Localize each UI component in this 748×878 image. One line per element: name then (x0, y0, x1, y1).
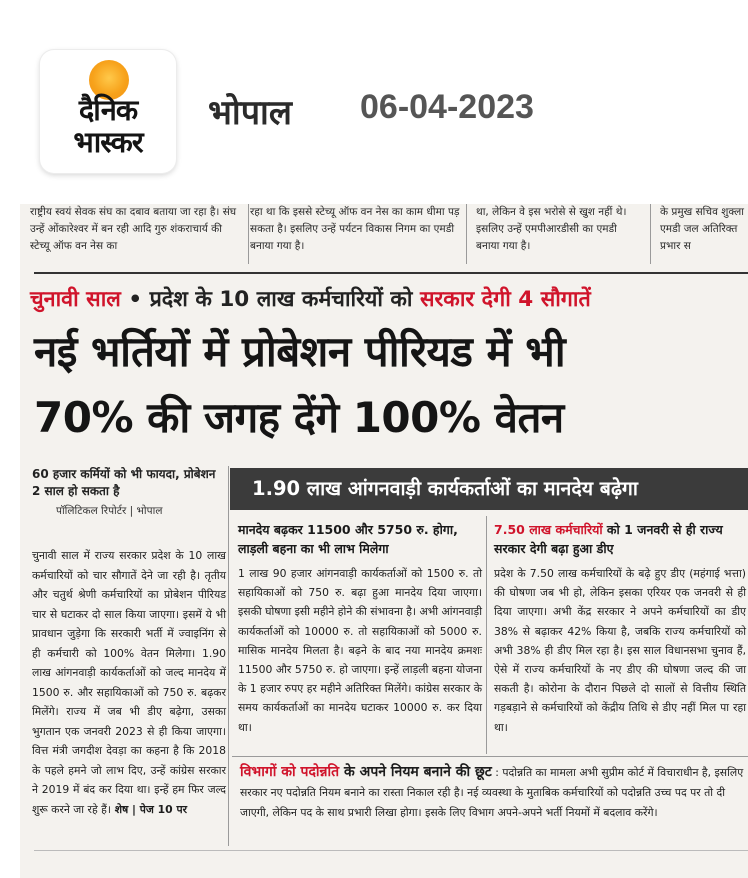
app-header (0, 0, 748, 190)
edition-city: भोपाल (208, 93, 292, 133)
column-divider (650, 204, 651, 264)
kicker-text: प्रदेश के 10 लाख कर्मचारियों को (149, 287, 420, 312)
continued-on-page: शेष | पेज 10 पर (110, 802, 187, 816)
anganwadi-story-body: 1 लाख 90 हजार आंगनवाड़ी कार्यकर्ताओं को 1500 रु. तो सहायिकाओं को 750 रु. बढ़ा हुआ मानदेय दिया जाएगा। इसकी घोषणा इसी महीने होने की संभावना है। अभी आंगनवाड़ी कार्यकर्ताओं को 10000 रु. तो सहायिकाओं को 5000 रु. मासिक मानदेय मिलता है। बढ़ने के बाद नया मानदेय क्रमशः 11500 और 5750 रु. हो जाएगा। इन्हें लाड़ली बहना योजना के 1 हजार रुपए हर महीने अतिरिक्त मिलेंगे। कांग्रेस सरकार के समय कार्यकर्ताओं का मानदेय घटाकर 10000 रु. कर दिया था। (238, 567, 482, 734)
kicker-red-label: चुनावी साल (30, 287, 121, 312)
previous-story-col-2: रहा था कि इससे स्टेच्यू ऑफ वन नेस का काम धीमा पड़ सकता है। इसलिए उन्हें पर्यटन विकास निगम का एमडी बनाया गया है। (250, 206, 460, 252)
subheadline: 60 हजार कर्मियों को भी फायदा, प्रोबेशन 2 साल हो सकता है (32, 467, 216, 498)
main-story-body (32, 546, 226, 819)
promotion-title-red: विभागों को पदोन्नति (240, 764, 340, 780)
headline-line-1: नई भर्तियों में प्रोबेशन पीरियड में भी (34, 327, 566, 376)
column-divider (466, 204, 467, 264)
column-divider (248, 204, 249, 264)
promotion-story-title (240, 764, 492, 780)
logo-text-line2: भास्कर (73, 125, 143, 159)
kicker-red-text: सरकार देगी 4 सौगातें (419, 287, 591, 312)
promotion-story (240, 762, 746, 823)
da-story-headline-red: 7.50 लाख कर्मचारियों (494, 522, 603, 537)
da-story-headline-rest: को 1 जनवरी से ही राज्य सरकार देगी बढ़ा हुआ डीए (494, 522, 723, 556)
da-story-headline (494, 520, 746, 558)
edition-date: 06-04-2023 (360, 88, 534, 126)
kicker-separator: • (120, 287, 150, 312)
kicker-line (30, 284, 591, 313)
anganwadi-story-headline: मानदेय बढ़कर 11500 और 5750 रु. होगा, लाड़ली बहना का भी लाभ मिलेगा (238, 522, 458, 556)
previous-story-col-1: राष्ट्रीय स्वयं सेवक संघ का दबाव बताया जा रहा है। संघ उन्हें ओंकारेश्वर में बन रही आदि गुरु शंकराचार्य की स्टेच्यू ऑफ वन नेस का (30, 206, 237, 252)
bottom-rule (34, 850, 748, 851)
section-rule (34, 272, 748, 274)
logo-text-line1: दैनिक (78, 93, 138, 127)
byline: पॉलिटिकल रिपोर्टर | भोपाल (56, 505, 163, 517)
headline-line-2: 70% की जगह देंगे 100% वेतन (34, 393, 564, 442)
column-divider (486, 516, 487, 754)
newspaper-clipping (20, 204, 748, 878)
box-rule (232, 756, 748, 757)
previous-story-col-4: के प्रमुख सचिव शुक्ला एमडी जल अतिरिक्त प्रभार स (660, 206, 744, 252)
main-story-text: चुनावी साल में राज्य सरकार प्रदेश के 10 लाख कर्मचारियों को चार सौगातें देने जा रही है। तृतीय और चतुर्थ श्रेणी कर्मचारियों का प्रोबेशन पीरियड चार से घटाकर दो साल किया जाएगा। इसमें ये भी प्रावधान जुड़ेगा कि सरकारी भर्ती में ज्वाइनिंग से ही कर्मचारी को 100% वेतन मिलेगा। 1.90 लाख आंगनवाड़ी कार्यकर्ताओं को जल्द मानदेय में 1500 रु. और सहायिकाओं को 750 रु. बढ़कर मिलेंगे। राज्य में जब भी डीए बढ़ेगा, उसका भुगतान एक जनवरी 2023 से ही किया जाएगा। वित्त मंत्री जगदीश देवड़ा का कहना है कि 2018 के पहले हमने जो लाभ दिए, उन्हें कांग्रेस सरकार ने 2019 में बंद कर दिया था। इन्हें हम फिर जल्द शुरू करने जा रहे हैं। (32, 549, 226, 816)
dainik-bhaskar-logo[interactable] (40, 50, 176, 173)
previous-story-col-3: था, लेकिन वे इस भरोसे से खुश नहीं थे। इसलिए उन्हें एमपीआरडीसी का एमडी बनाया गया है। (476, 206, 627, 252)
da-story-body: प्रदेश के 7.50 लाख कर्मचारियों के बढ़े हुए डीए (महंगाई भत्ता) की घोषणा जब भी हो, लेकिन इसका एरियर एक जनवरी से ही दिया जाएगा। अभी केंद्र सरकार ने अपने कर्मचारियों का डीए 38% से बढ़ाकर 42% किया है, जबकि राज्य कर्मचारियों को अभी 38% ही डीए मिल रहा है। इस साल विधानसभा चुनाव हैं, ऐसे में राज्य कर्मचारियों के नए डीए की घोषणा जल्द की जा सकती है। कोरोना के दौरान पिछले दो सालों से वित्तीय स्थिति गड़बड़ाने से कर्मचारियों को केंद्रीय तिथि से डीए नहीं मिल पा रहा था। (494, 567, 746, 734)
column-divider (228, 466, 229, 846)
section-banner: 1.90 लाख आंगनवाड़ी कार्यकर्ताओं का मानदेय बढ़ेगा (230, 468, 748, 510)
promotion-story-body: : पदोन्नति का मामला अभी सुप्रीम कोर्ट में विचाराधीन है, इसलिए सरकार नए पदोन्नति नियम बनाने का रास्ता निकाल रही है। नई व्यवस्था के मुताबिक कर्मचारियों को पदोन्नति उच्च पद पर तो दी जाएगी, लेकिन पद के साथ प्रभारी लिखा होगा। इसके लिए विभाग अपने-अपने भर्ती नियमों में बदलाव करेंगे। (240, 766, 744, 819)
promotion-title-rest: के अपने नियम बनाने की छूट (339, 764, 492, 780)
